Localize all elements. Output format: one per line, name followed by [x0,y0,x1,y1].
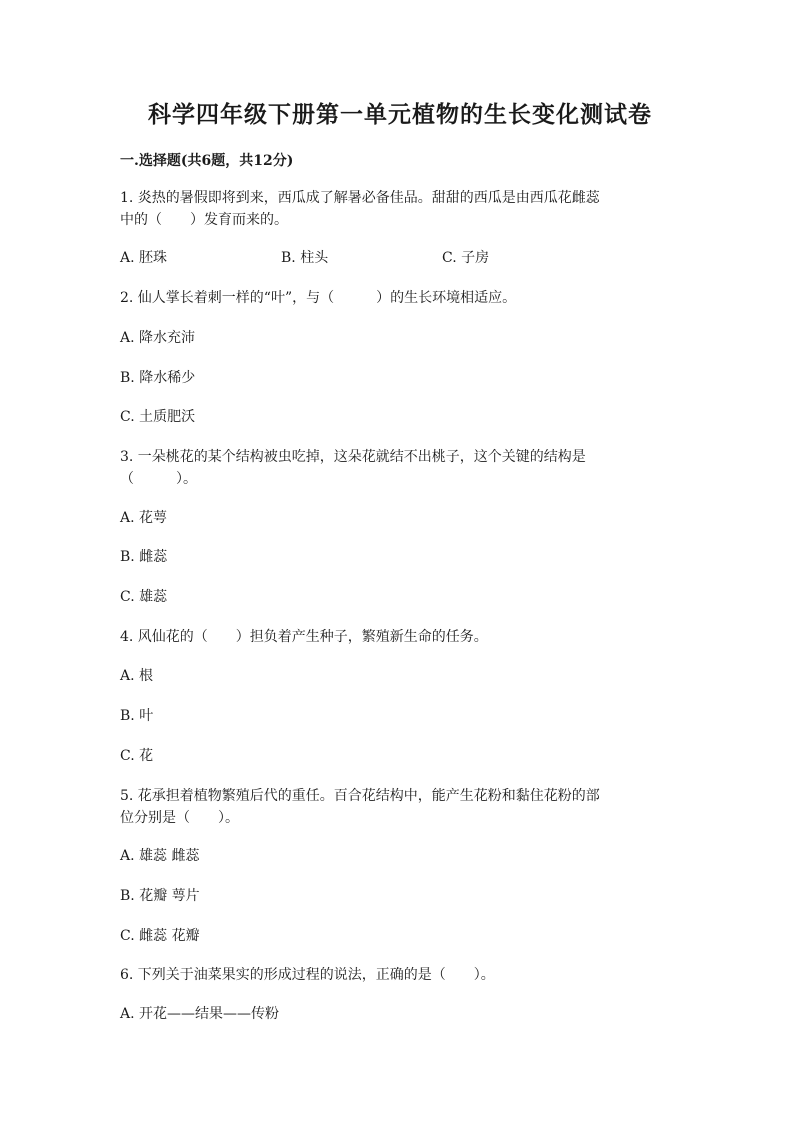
question-1-options [120,247,680,269]
question-3-stem-line-1: 3. 一朵桃花的某个结构被虫吃掉，这朵花就结不出桃子，这个关键的结构是 [120,449,586,465]
option-a: A. 胚珠 [120,250,168,266]
option-a: A. 花萼 [120,510,168,526]
option-c: C. 雌蕊 花瓣 [120,928,200,944]
option-c: C. 花 [120,748,154,764]
question-5-stem-line-2: 位分别是（ ）。 [120,810,239,826]
question-2-stem-line-1: 2. 仙人掌长着刺一样的“叶”，与（ ）的生长环境相适应。 [120,290,517,306]
page-title: 科学四年级下册第一单元植物的生长变化测试卷 [148,101,652,128]
option-c: C. 土质肥沃 [120,409,196,425]
option-a: A. 开花——结果——传粉 [120,1006,280,1022]
question-4-stem-line-1: 4. 风仙花的（ ）担负着产生种子，繁殖新生命的任务。 [120,629,488,645]
option-b: B. 降水稀少 [120,370,196,386]
option-b: B. 花瓣 萼片 [120,888,200,904]
section-heading: 一.选择题(共6题，共12分) [120,153,294,169]
option-c: C. 子房 [442,250,490,266]
question-1-stem-line-2: 中的（ ）发育而来的。 [120,212,288,228]
option-b: B. 叶 [120,708,154,724]
question-6-stem-line-1: 6. 下列关于油菜果实的形成过程的说法，正确的是（ ）。 [120,967,495,983]
option-a: A. 雄蕊 雌蕊 [120,848,200,864]
option-b: B. 柱头 [281,250,329,266]
option-b: B. 雌蕊 [120,549,168,565]
question-5-stem-line-1: 5. 花承担着植物繁殖后代的重任。百合花结构中，能产生花粉和黏住花粉的部 [120,788,600,804]
question-1-stem-line-1: 1. 炎热的暑假即将到来，西瓜成了解暑必备佳品。甜甜的西瓜是由西瓜花雌蕊 [120,190,600,206]
option-a: A. 降水充沛 [120,330,196,346]
option-a: A. 根 [120,668,154,684]
question-3-stem-line-2: （ ）。 [120,471,197,487]
option-c: C. 雄蕊 [120,589,168,605]
